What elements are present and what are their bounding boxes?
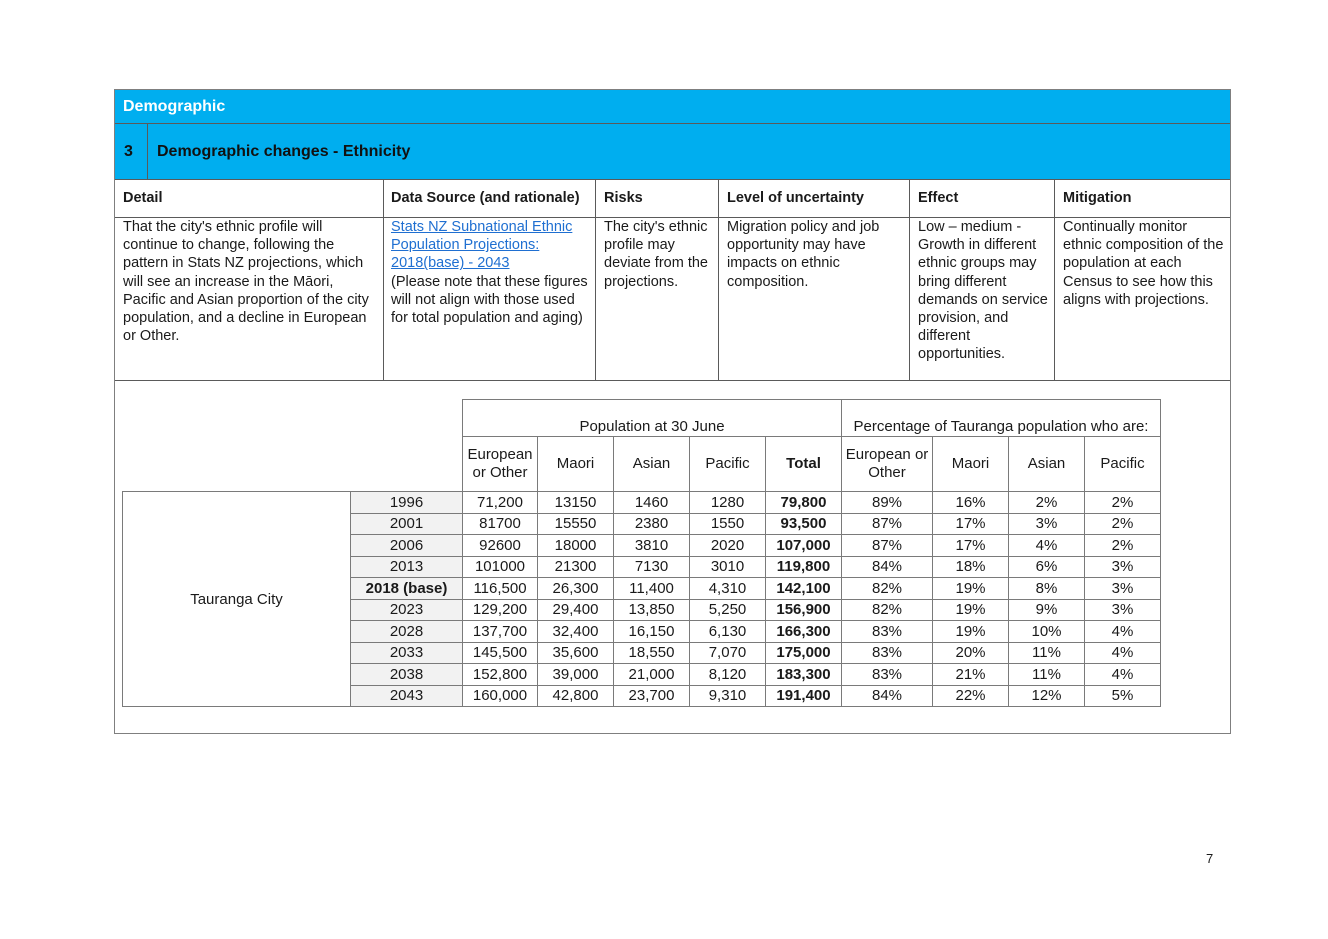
value-cell: 1280 (690, 492, 766, 514)
value-cell: 3% (1085, 578, 1161, 600)
item-title: Demographic changes - Ethnicity (157, 143, 411, 160)
value-cell: 1460 (614, 492, 690, 514)
value-cell: 71,200 (463, 492, 538, 514)
value-cell: 6% (1009, 556, 1085, 578)
value-cell: 26,300 (538, 578, 614, 600)
header-effect: Effect (918, 190, 959, 206)
value-cell: 137,700 (463, 621, 538, 643)
value-cell: 2% (1085, 492, 1161, 514)
value-cell: 89% (842, 492, 933, 514)
header-risks: Risks (604, 190, 643, 206)
value-cell: 107,000 (766, 535, 842, 557)
value-cell: 3% (1009, 513, 1085, 535)
value-cell: 145,500 (463, 642, 538, 664)
value-cell: 15550 (538, 513, 614, 535)
value-cell: 4% (1085, 664, 1161, 686)
value-cell: 17% (933, 535, 1009, 557)
value-cell: 7,070 (690, 642, 766, 664)
value-cell: 2% (1009, 492, 1085, 514)
source-cell (383, 218, 595, 327)
value-cell: 2% (1085, 535, 1161, 557)
value-cell: 11,400 (614, 578, 690, 600)
col-header-pct-pacific: Pacific (1085, 437, 1161, 492)
col-header-pacific: Pacific (690, 437, 766, 492)
value-cell: 9,310 (690, 685, 766, 707)
value-cell: 2380 (614, 513, 690, 535)
value-cell: 83% (842, 642, 933, 664)
item-number: 3 (115, 124, 148, 179)
year-cell: 2018 (base) (351, 578, 463, 600)
value-cell: 20% (933, 642, 1009, 664)
table-row (123, 492, 1161, 514)
value-cell: 81700 (463, 513, 538, 535)
header-source: Data Source (and rationale) (391, 190, 580, 206)
col-header-maori: Maori (538, 437, 614, 492)
value-cell: 79,800 (766, 492, 842, 514)
value-cell: 18000 (538, 535, 614, 557)
section-heading: Demographic (115, 90, 1230, 124)
value-cell: 87% (842, 513, 933, 535)
value-cell: 11% (1009, 642, 1085, 664)
value-cell: 160,000 (463, 685, 538, 707)
value-cell: 166,300 (766, 621, 842, 643)
year-cell: 2001 (351, 513, 463, 535)
detail-text: That the city's ethnic profile will continue to change, following the pattern in Stats NZ projections, which will see an increase in the Māori, Pacific and Asian proportion of the city population, and a decline in European or Other. (123, 219, 369, 345)
value-cell: 3810 (614, 535, 690, 557)
value-cell: 5% (1085, 685, 1161, 707)
value-cell: 16% (933, 492, 1009, 514)
value-cell: 82% (842, 599, 933, 621)
value-cell: 42,800 (538, 685, 614, 707)
page-number: 7 (1206, 851, 1214, 866)
value-cell: 129,200 (463, 599, 538, 621)
value-cell: 3010 (690, 556, 766, 578)
value-cell: 21300 (538, 556, 614, 578)
year-cell: 2043 (351, 685, 463, 707)
value-cell: 3% (1085, 599, 1161, 621)
value-cell: 1550 (690, 513, 766, 535)
value-cell: 21% (933, 664, 1009, 686)
value-cell: 84% (842, 556, 933, 578)
group-header-population: Population at 30 June (463, 400, 842, 437)
value-cell: 22% (933, 685, 1009, 707)
value-cell: 92600 (463, 535, 538, 557)
value-cell: 93,500 (766, 513, 842, 535)
value-cell: 191,400 (766, 685, 842, 707)
value-cell: 11% (1009, 664, 1085, 686)
value-cell: 3% (1085, 556, 1161, 578)
year-cell: 1996 (351, 492, 463, 514)
population-table (122, 399, 1161, 707)
value-cell: 2% (1085, 513, 1161, 535)
value-cell: 4,310 (690, 578, 766, 600)
year-cell: 2038 (351, 664, 463, 686)
uncertainty-text: Migration policy and job opportunity may have impacts on ethnic composition. (727, 219, 880, 290)
value-cell: 13,850 (614, 599, 690, 621)
year-cell: 2006 (351, 535, 463, 557)
value-cell: 10% (1009, 621, 1085, 643)
value-cell: 9% (1009, 599, 1085, 621)
header-uncertainty: Level of uncertainty (727, 190, 864, 206)
value-cell: 7130 (614, 556, 690, 578)
value-cell: 21,000 (614, 664, 690, 686)
source-note: (Please note that these figures will not align with those used for total population and aging) (391, 273, 588, 327)
value-cell: 183,300 (766, 664, 842, 686)
value-cell: 84% (842, 685, 933, 707)
value-cell: 152,800 (463, 664, 538, 686)
header-mitigation: Mitigation (1063, 190, 1132, 206)
value-cell: 83% (842, 664, 933, 686)
value-cell: 16,150 (614, 621, 690, 643)
col-header-asian: Asian (614, 437, 690, 492)
value-cell: 32,400 (538, 621, 614, 643)
value-cell: 101000 (463, 556, 538, 578)
value-cell: 2020 (690, 535, 766, 557)
effect-text: Low – medium - Growth in different ethnic groups may bring different demands on service provision, and different opportunities. (918, 219, 1048, 363)
col-header-pct-asian: Asian (1009, 437, 1085, 492)
value-cell: 17% (933, 513, 1009, 535)
value-cell: 29,400 (538, 599, 614, 621)
header-detail: Detail (123, 190, 163, 206)
mitigation-text: Continually monitor ethnic composition of the population at each Census to see how this aligns with projections. (1063, 219, 1224, 308)
row-divider (115, 380, 1230, 381)
year-cell: 2033 (351, 642, 463, 664)
value-cell: 4% (1085, 621, 1161, 643)
value-cell: 13150 (538, 492, 614, 514)
col-header-pct-european: European or Other (842, 437, 933, 492)
value-cell: 39,000 (538, 664, 614, 686)
value-cell: 12% (1009, 685, 1085, 707)
value-cell: 8,120 (690, 664, 766, 686)
value-cell: 119,800 (766, 556, 842, 578)
value-cell: 5,250 (690, 599, 766, 621)
value-cell: 4% (1085, 642, 1161, 664)
value-cell: 156,900 (766, 599, 842, 621)
col-header-total: Total (766, 437, 842, 492)
value-cell: 87% (842, 535, 933, 557)
year-cell: 2023 (351, 599, 463, 621)
value-cell: 19% (933, 578, 1009, 600)
value-cell: 19% (933, 621, 1009, 643)
year-cell: 2013 (351, 556, 463, 578)
value-cell: 4% (1009, 535, 1085, 557)
value-cell: 35,600 (538, 642, 614, 664)
city-label: Tauranga City (123, 492, 351, 707)
value-cell: 6,130 (690, 621, 766, 643)
value-cell: 19% (933, 599, 1009, 621)
group-header-percentage: Percentage of Tauranga population who are: (842, 400, 1161, 437)
value-cell: 83% (842, 621, 933, 643)
year-cell: 2028 (351, 621, 463, 643)
stats-nz-projections-link[interactable]: Stats NZ Subnational Ethnic Population Projections: 2018(base) - 2043 (391, 219, 573, 272)
value-cell: 18% (933, 556, 1009, 578)
value-cell: 82% (842, 578, 933, 600)
col-header-european: European or Other (463, 437, 538, 492)
value-cell: 116,500 (463, 578, 538, 600)
risks-text: The city's ethnic profile may deviate from the projections. (604, 219, 708, 290)
value-cell: 142,100 (766, 578, 842, 600)
col-header-pct-maori: Maori (933, 437, 1009, 492)
value-cell: 18,550 (614, 642, 690, 664)
value-cell: 23,700 (614, 685, 690, 707)
item-heading-band (115, 124, 1230, 180)
value-cell: 8% (1009, 578, 1085, 600)
value-cell: 175,000 (766, 642, 842, 664)
